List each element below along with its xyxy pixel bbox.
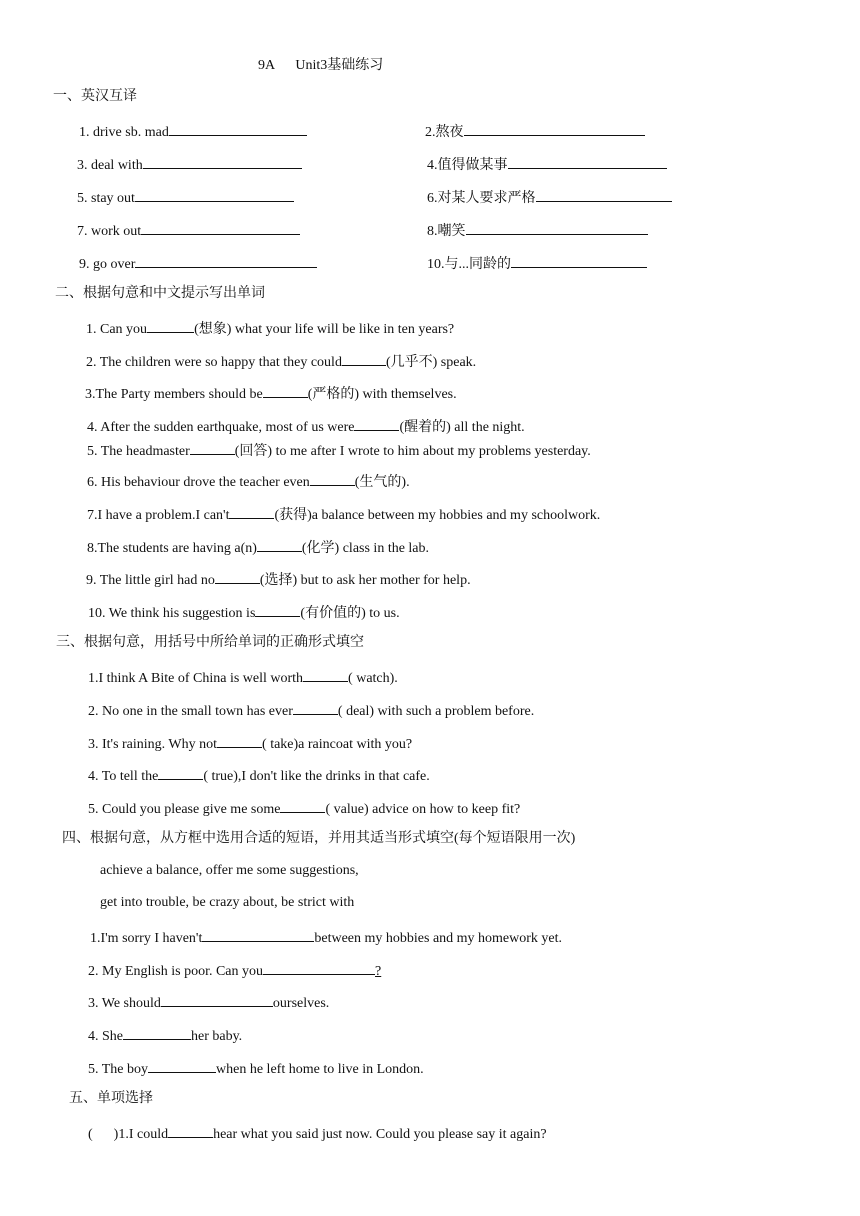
question-line: [88, 960, 381, 981]
question-line: [85, 383, 457, 404]
question-line: [87, 504, 600, 525]
section-heading-2: 二、根据句意和中文提示写出单词: [55, 286, 265, 301]
question-text: 3. We should: [88, 996, 161, 1011]
question-hint: ( true),I don't like the drinks in that cafe.: [203, 769, 430, 784]
question-line: [88, 602, 400, 623]
section-heading-4: 四、根据句意，从方框中选用合适的短语，并用其适当形式填空(每个短语限用一次): [62, 831, 576, 846]
answer-blank[interactable]: [536, 187, 672, 202]
question-hint: (严格的) with themselves.: [307, 387, 457, 402]
question-line: [88, 992, 329, 1013]
question-text: when he left home to live in London.: [216, 1062, 424, 1077]
answer-blank[interactable]: [303, 667, 348, 682]
question-hint: ( watch).: [348, 671, 398, 686]
section-heading-5: 五、单项选择: [69, 1091, 153, 1106]
question-line: [88, 798, 520, 819]
question-text: 3.The Party members should be: [85, 387, 263, 402]
vocab-item: [77, 187, 294, 208]
answer-blank[interactable]: [263, 383, 308, 398]
answer-blank[interactable]: [168, 1123, 213, 1138]
question-text: ( )1.I could: [88, 1127, 169, 1142]
question-hint: (回答) to me after I wrote to him about my problems yesterday.: [234, 444, 591, 459]
question-hint: ( value) advice on how to keep fit?: [325, 802, 521, 817]
answer-blank[interactable]: [202, 927, 314, 942]
question-text: ?: [375, 964, 382, 979]
question-text: 2. No one in the small town has ever: [88, 704, 293, 719]
answer-blank[interactable]: [464, 121, 645, 136]
question-text: 4. After the sudden earthquake, most of us were: [87, 420, 355, 435]
question-line: [88, 1025, 242, 1046]
question-text: 6. His behaviour drove the teacher even: [87, 475, 310, 490]
question-hint: (选择) but to ask her mother for help.: [259, 573, 471, 588]
question-hint: (化学) class in the lab.: [301, 541, 430, 556]
question-line: [87, 440, 591, 461]
question-line: [88, 765, 430, 786]
answer-blank[interactable]: [310, 471, 355, 486]
question-hint: (想象) what your life will be like in ten years?: [194, 322, 455, 337]
answer-blank[interactable]: [257, 537, 302, 552]
answer-blank[interactable]: [466, 220, 648, 235]
question-line: [88, 733, 412, 754]
question-text: 4. To tell the: [88, 769, 159, 784]
answer-blank[interactable]: [263, 960, 375, 975]
answer-blank[interactable]: [158, 765, 203, 780]
answer-blank[interactable]: [148, 1058, 216, 1073]
vocab-term: 3. deal with: [77, 158, 143, 173]
vocab-item: [427, 187, 672, 208]
answer-blank[interactable]: [280, 798, 325, 813]
answer-blank[interactable]: [169, 121, 307, 136]
question-line: [86, 569, 471, 590]
question-text: 7.I have a problem.I can't: [87, 508, 230, 523]
vocab-term: 9. go over: [79, 257, 136, 272]
section-heading-3: 三、根据句意，用括号中所给单词的正确形式填空: [56, 635, 364, 650]
answer-blank[interactable]: [215, 569, 260, 584]
question-text: 5. The boy: [88, 1062, 149, 1077]
vocab-item: [77, 220, 300, 241]
question-line: [88, 700, 534, 721]
question-line: [86, 318, 454, 339]
answer-blank[interactable]: [354, 416, 399, 431]
phrase-box-line: achieve a balance, offer me some suggestions,: [100, 863, 359, 878]
question-text: 2. My English is poor. Can you: [88, 964, 264, 979]
vocab-item: [425, 121, 645, 142]
answer-blank[interactable]: [123, 1025, 191, 1040]
question-hint: ( take)a raincoat with you?: [262, 737, 413, 752]
vocab-term: 5. stay out: [77, 191, 135, 206]
question-line: [88, 1123, 547, 1144]
question-text: 5. The headmaster: [87, 444, 190, 459]
answer-blank[interactable]: [508, 154, 667, 169]
question-text: between my hobbies and my homework yet.: [314, 931, 563, 946]
phrase-box-line: get into trouble, be crazy about, be strict with: [100, 895, 355, 910]
vocab-item: [427, 220, 648, 241]
answer-blank[interactable]: [141, 220, 300, 235]
answer-blank[interactable]: [229, 504, 274, 519]
vocab-item: [427, 154, 667, 175]
answer-blank[interactable]: [293, 700, 338, 715]
question-line: [88, 1058, 424, 1079]
question-text: 10. We think his suggestion is: [88, 606, 256, 621]
answer-blank[interactable]: [143, 154, 302, 169]
question-text: 4. She: [88, 1029, 123, 1044]
answer-blank[interactable]: [511, 253, 647, 268]
question-text: 9. The little girl had no: [86, 573, 215, 588]
question-text: ourselves.: [272, 996, 330, 1011]
question-text: hear what you said just now. Could you please say it again?: [213, 1127, 547, 1142]
question-text: 8.The students are having a(n): [87, 541, 257, 556]
question-hint: (获得)a balance between my hobbies and my schoolwork.: [274, 508, 601, 523]
question-line: [90, 927, 562, 948]
section-heading-1: 一、英汉互译: [53, 89, 137, 104]
answer-blank[interactable]: [135, 187, 294, 202]
vocab-term: 2.熬夜: [425, 125, 464, 140]
question-line: [87, 537, 429, 558]
question-text: 3. It's raining. Why not: [88, 737, 218, 752]
answer-blank[interactable]: [135, 253, 317, 268]
question-line: [87, 416, 525, 437]
question-text: 1. Can you: [86, 322, 148, 337]
question-line: [86, 351, 476, 372]
question-text: 1.I'm sorry I haven't: [90, 931, 203, 946]
question-text: her baby.: [191, 1029, 243, 1044]
vocab-term: 7. work out: [77, 224, 142, 239]
vocab-term: 10.与...同龄的: [427, 257, 511, 272]
answer-blank[interactable]: [161, 992, 273, 1007]
question-hint: (醒着的) all the night.: [399, 420, 525, 435]
page-title: 9A Unit3基础练习: [258, 58, 384, 73]
question-text: 5. Could you please give me some: [88, 802, 281, 817]
vocab-term: 6.对某人要求严格: [427, 191, 536, 206]
answer-blank[interactable]: [217, 733, 262, 748]
question-hint: ( deal) with such a problem before.: [337, 704, 535, 719]
answer-blank[interactable]: [342, 351, 386, 366]
vocab-item: [77, 154, 302, 175]
question-hint: (几乎不) speak.: [385, 355, 477, 370]
question-text: 1.I think A Bite of China is well worth: [88, 671, 304, 686]
vocab-term: 1. drive sb. mad: [79, 125, 169, 140]
question-hint: (生气的).: [354, 475, 410, 490]
question-text: 2. The children were so happy that they could: [86, 355, 342, 370]
vocab-term: 4.值得做某事: [427, 158, 508, 173]
vocab-term: 8.嘲笑: [427, 224, 466, 239]
answer-blank[interactable]: [255, 602, 300, 617]
answer-blank[interactable]: [190, 440, 235, 455]
vocab-item: [79, 253, 317, 274]
vocab-item: [427, 253, 647, 274]
vocab-item: [79, 121, 307, 142]
answer-blank[interactable]: [147, 318, 194, 333]
question-hint: (有价值的) to us.: [300, 606, 400, 621]
question-line: [87, 471, 410, 492]
question-line: [88, 667, 398, 688]
